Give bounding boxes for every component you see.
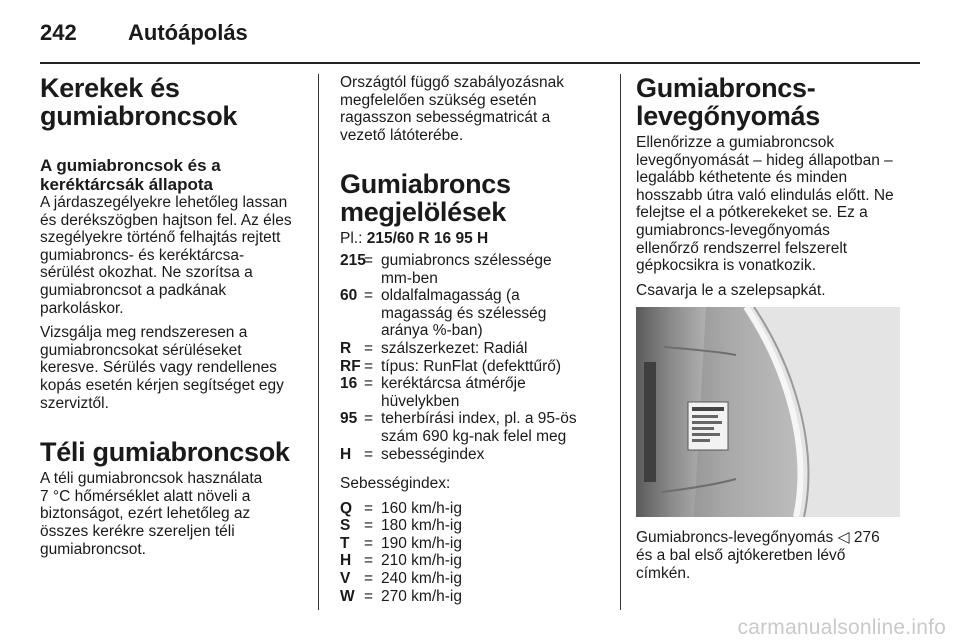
definition-row: R = szálszerkezet: Radiál	[340, 339, 528, 357]
paragraph-valve-cap: Csavarja le a szelepsapkát.	[636, 281, 826, 299]
watermark: carmanualsonline.info	[737, 616, 946, 639]
paragraph-pressure-check: Ellenőrizze a gumiabroncsok levegőnyomását – hideg állapotban – legalább kéthetente és minden hosszabb útra való elindulás előtt. Ne felejtse el a pótkerekeket se. Ez a gumiabroncs-levegőnyomás ellenőrző rendszerrel felszerelt gépkocsikra is vonatkozik.	[636, 134, 894, 275]
definition-row: RF = típus: RunFlat (defekttűrő)	[340, 357, 562, 375]
section-title-tyre-designations: Gumiabroncs megjelölések	[340, 169, 511, 228]
example-prefix: Pl.:	[340, 230, 367, 248]
door-frame-tire-pressure-label-photo	[636, 307, 900, 517]
paragraph-speed-sticker: Országtól függő szabályozásnak megfelelően szükség esetén ragasszon sebességmatricát a vezető látóterébe.	[340, 74, 565, 144]
speed-row: W = 270 km/h-ig	[340, 587, 462, 605]
paragraph-curbs: A járdaszegélyekre lehetőleg lassan és derékszögben hajtson fel. Az éles szegélyekre történő felhajtás rejtett gumiabroncs- és keréktárcsa- sérülést okozhat. Ne szorítsa a gumiabroncsot a padkának parkoláskor.	[40, 194, 292, 317]
example-line	[340, 230, 602, 248]
header-divider	[40, 62, 920, 64]
speed-row: T = 190 km/h-ig	[340, 534, 462, 552]
page-number: 242	[40, 20, 77, 45]
column-divider-2	[620, 74, 621, 610]
column-2	[340, 74, 602, 605]
speed-row: Q = 160 km/h-ig	[340, 499, 462, 517]
speed-index-title: Sebességindex:	[340, 475, 451, 493]
speed-row: H = 210 km/h-ig	[340, 552, 462, 570]
speed-row: V = 240 km/h-ig	[340, 570, 462, 588]
definition-row: 215 = gumiabroncs szélessége mm-ben	[340, 251, 552, 287]
definition-row: H = sebességindex	[340, 445, 485, 463]
page-reference-arrow-icon: ◁	[837, 529, 850, 547]
door-frame-label-photo	[636, 307, 900, 517]
definition-list	[340, 252, 602, 463]
definition-row: 16 = keréktárcsa átmérője hüvelykben	[340, 375, 526, 410]
paragraph-winter: A téli gumiabroncsok használata 7 °C hőmérséklet alatt növeli a biztonságot, ezért lehetőleg az összes kerékre szereljen téli gumiabroncsot.	[40, 470, 263, 558]
section-title-wheels: Kerekek és gumiabroncsok	[40, 73, 238, 131]
column-divider-1	[318, 74, 319, 610]
section-title-winter-tyres: Téli gumiabroncsok	[40, 437, 290, 468]
speed-index-list	[340, 500, 602, 606]
section-title-tyre-pressure: Gumiabroncs- levegőnyomás	[636, 73, 820, 131]
paragraph-pressure-reference: Gumiabroncs-levegőnyomás ◁ 276 és a bal első ajtókeretben lévő címkén.	[636, 529, 880, 582]
chapter-title: Autóápolás	[128, 20, 248, 45]
column-1	[40, 74, 302, 558]
definition-row: 60 = oldalfalmagasság (a magasság és szélesség aránya %-ban)	[340, 287, 547, 340]
page-header	[40, 16, 920, 60]
column-3	[636, 74, 902, 582]
example-code: 215/60 R 16 95 H	[366, 230, 489, 248]
reference-page-number[interactable]: 276	[853, 529, 880, 547]
speed-row: S = 180 km/h-ig	[340, 517, 462, 535]
definition-row: 95 = teherbírási index, pl. a 95-ös szám 690 kg-nak felel meg	[340, 410, 577, 445]
subsection-title-condition: A gumiabroncsok és a keréktárcsák állapota	[40, 156, 221, 194]
paragraph-inspection: Vizsgálja meg rendszeresen a gumiabroncsokat sérüléseket keresve. Sérülés vagy rendellenes kopás esetén kérjen segítséget egy szerviztől.	[40, 324, 284, 412]
